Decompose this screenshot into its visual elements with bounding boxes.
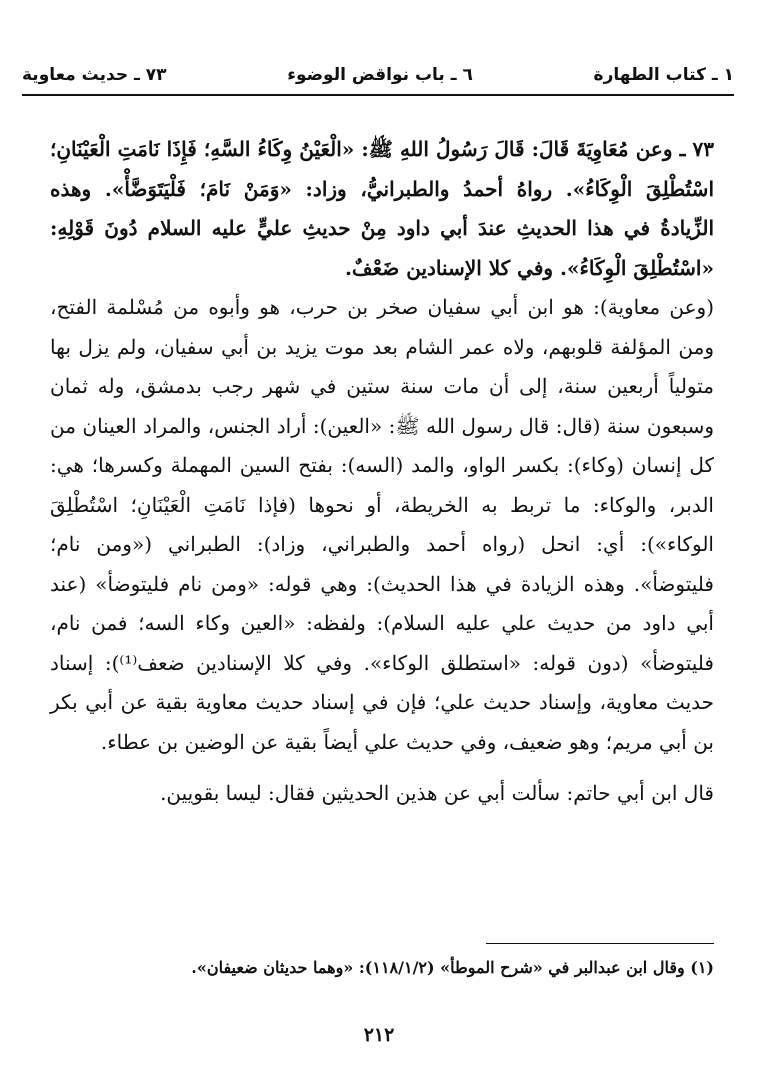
footnote: (١) وقال ابن عبدالبر في «شرح الموطأ» (١١٨/١/٢): «وهما حديثان ضعيفان». (191, 958, 714, 977)
closing-paragraph: قال ابن أبي حاتم: سألت أبي عن هذين الحديثين فقال: ليسا بقويين. (160, 781, 714, 805)
main-text (50, 130, 714, 814)
header-book-title: ١ ـ كتاب الطهارة (593, 65, 734, 85)
header-hadith-title: ٧٣ ـ حديث معاوية (22, 65, 167, 85)
commentary-paragraph: (وعن معاوية): هو ابن أبي سفيان صخر بن حرب، هو وأبوه من مُسْلمة الفتح، ومن المؤلفة قلوبهم، ولاه عمر الشام بعد موت يزيد بن أبي سفيان، ولم يزل بها متولياً أربعين سنة، إلى أن مات سنة ستين في شهر رجب بدمشق، وله ثمان وسبعون سنة (قال: قال رسول الله ﷺ: «العين): أراد الجنس، والمراد العينان من كل إنسان (وكاء): بكسر الواو، والمد (السه): بفتح السين المهملة وكسرها؛ هي: الدبر، والوكاء: ما تربط به الخريطة، أو نحوها (فإذا نَامَتِ الْعَيْنَانِ؛ اسْتُطْلِقَ الوكاء»): أي: انحل (رواه أحمد والطبراني، وزاد): الطبراني («ومن نام؛ فليتوضأ». وهذه الزيادة في هذا الحديث): وهي قوله: «ومن نام فليتوضأ» (عند أبي داود من حديث علي عليه السلام): ولفظه: «العين وكاء السه؛ فمن نام، فليتوضأ» (دون قوله: «استطلق الوكاء». وفي كلا الإسنادين ضعف⁽¹⁾): إسناد حديث معاوية، وإسناد حديث علي؛ فإن في إسناد حديث معاوية بقية عن أبي بكر بن أبي مريم؛ وهو ضعيف، وفي حديث علي أيضاً بقية عن الوضين بن عطاء. (50, 295, 714, 754)
running-header (22, 58, 734, 92)
header-chapter-title: ٦ ـ باب نواقض الوضوء (287, 65, 473, 85)
page-number: ٢١٢ (363, 1024, 395, 1046)
hadith-paragraph: ٧٣ ـ وعن مُعَاوِيَةَ قَالَ: قَالَ رَسُولُ اللهِ ﷺ: «الْعَيْنُ وِكَاءُ السَّهِ؛ فَإِذَا نَامَتِ الْعَيْنَانِ؛ اسْتُطْلِقَ الْوِكَاءُ». رواهُ أحمدُ والطبرانيُّ، وزاد: «وَمَنْ نَامَ؛ فَلْيَتَوَضَّأْ». وهذه الزِّيادةُ في هذا الحديثِ عندَ أبي داود مِنْ حديثِ عليٍّ عليه السلام دُونَ قَوْلِهِ: «اسْتُطْلِقَ الْوِكَاءُ». وفي كلا الإسنادين ضَعْفٌ. (50, 137, 714, 280)
footnote-divider (486, 943, 714, 944)
header-divider (22, 94, 734, 96)
